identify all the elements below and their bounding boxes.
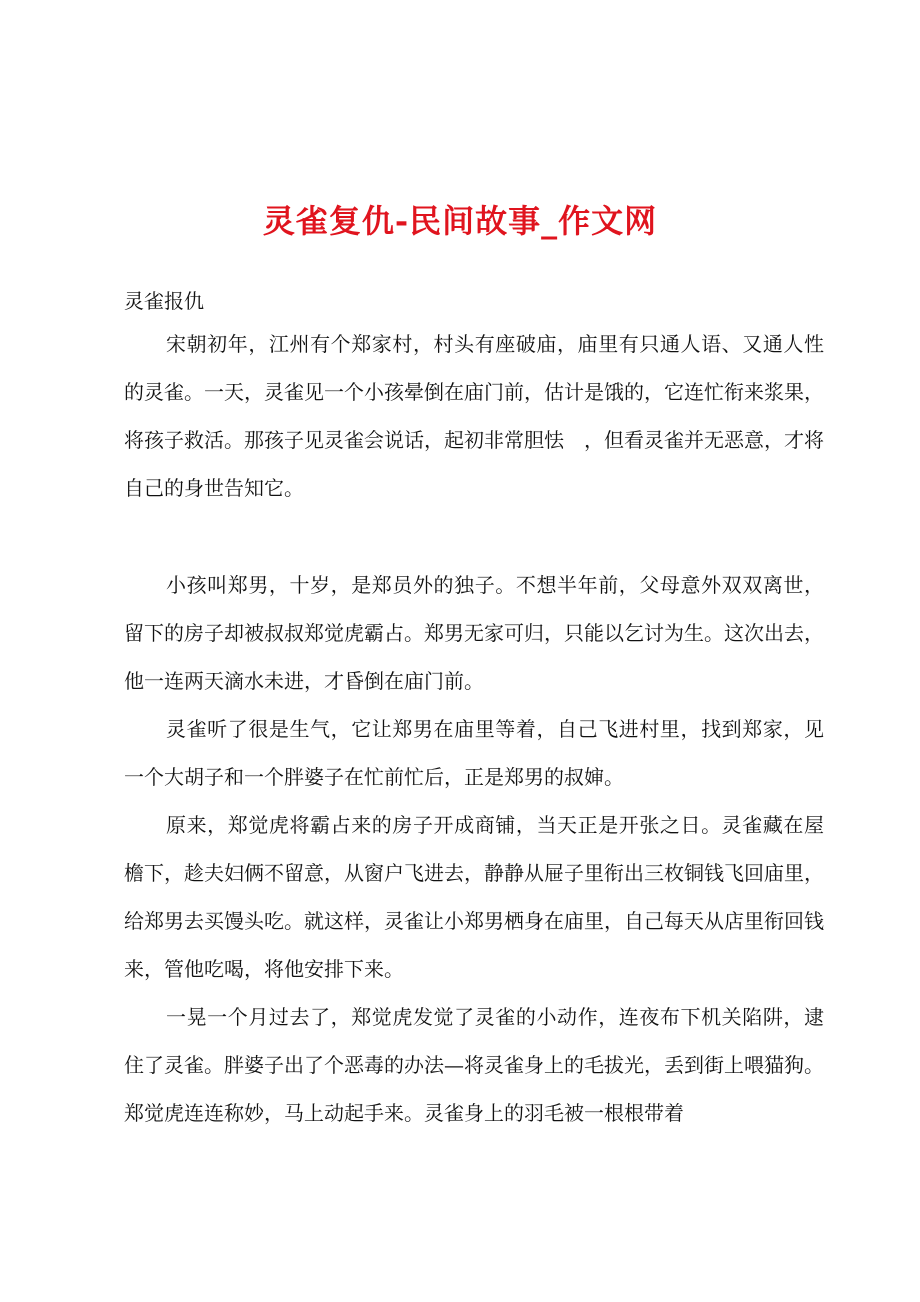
paragraph: 宋朝初年，江州有个郑家村，村头有座破庙，庙里有只通人语、又通人性的灵雀。一天，灵雀见一个小孩晕倒在庙门前，估计是饿的，它连忙衔来浆果，将孩子救活。那孩子见灵雀会说话，起初非常胆怯 ，但看灵雀并无恶意，才将自己的身世告知它。 — [124, 332, 824, 500]
document-title: 灵雀复仇-民间故事_作文网 — [262, 202, 658, 240]
paragraph: 原来，郑觉虎将霸占来的房子开成商铺，当天正是开张之日。灵雀藏在屋檐下，趁夫妇俩不留意，从窗户飞进去，静静从屉子里衔出三枚铜钱飞回庙里，给郑男去买馒头吃。就这样，灵雀让小郑男栖身在庙里，自己每天从店里衔回钱来，管他吃喝，将他安排下来。 — [124, 813, 824, 981]
story-subtitle: 灵雀报仇 — [124, 289, 204, 313]
paragraph: 小孩叫郑男，十岁，是郑员外的独子。不想半年前，父母意外双双离世，留下的房子却被叔叔郑觉虎霸占。郑男无家可归，只能以乞讨为生。这次出去，他一连两天滴水未进，才昏倒在庙门前。 — [124, 573, 824, 693]
paragraph: 灵雀听了很是生气，它让郑男在庙里等着，自己飞进村里，找到郑家，见一个大胡子和一个胖婆子在忙前忙后，正是郑男的叔婶。 — [124, 717, 824, 789]
paragraph: 一晃一个月过去了，郑觉虎发觉了灵雀的小动作，连夜布下机关陷阱，逮住了灵雀。胖婆子出了个恶毒的办法—将灵雀身上的毛拔光，丢到街上喂猫狗。郑觉虎连连称妙，马上动起手来。灵雀身上的羽毛被一根根带着 — [124, 1005, 824, 1125]
